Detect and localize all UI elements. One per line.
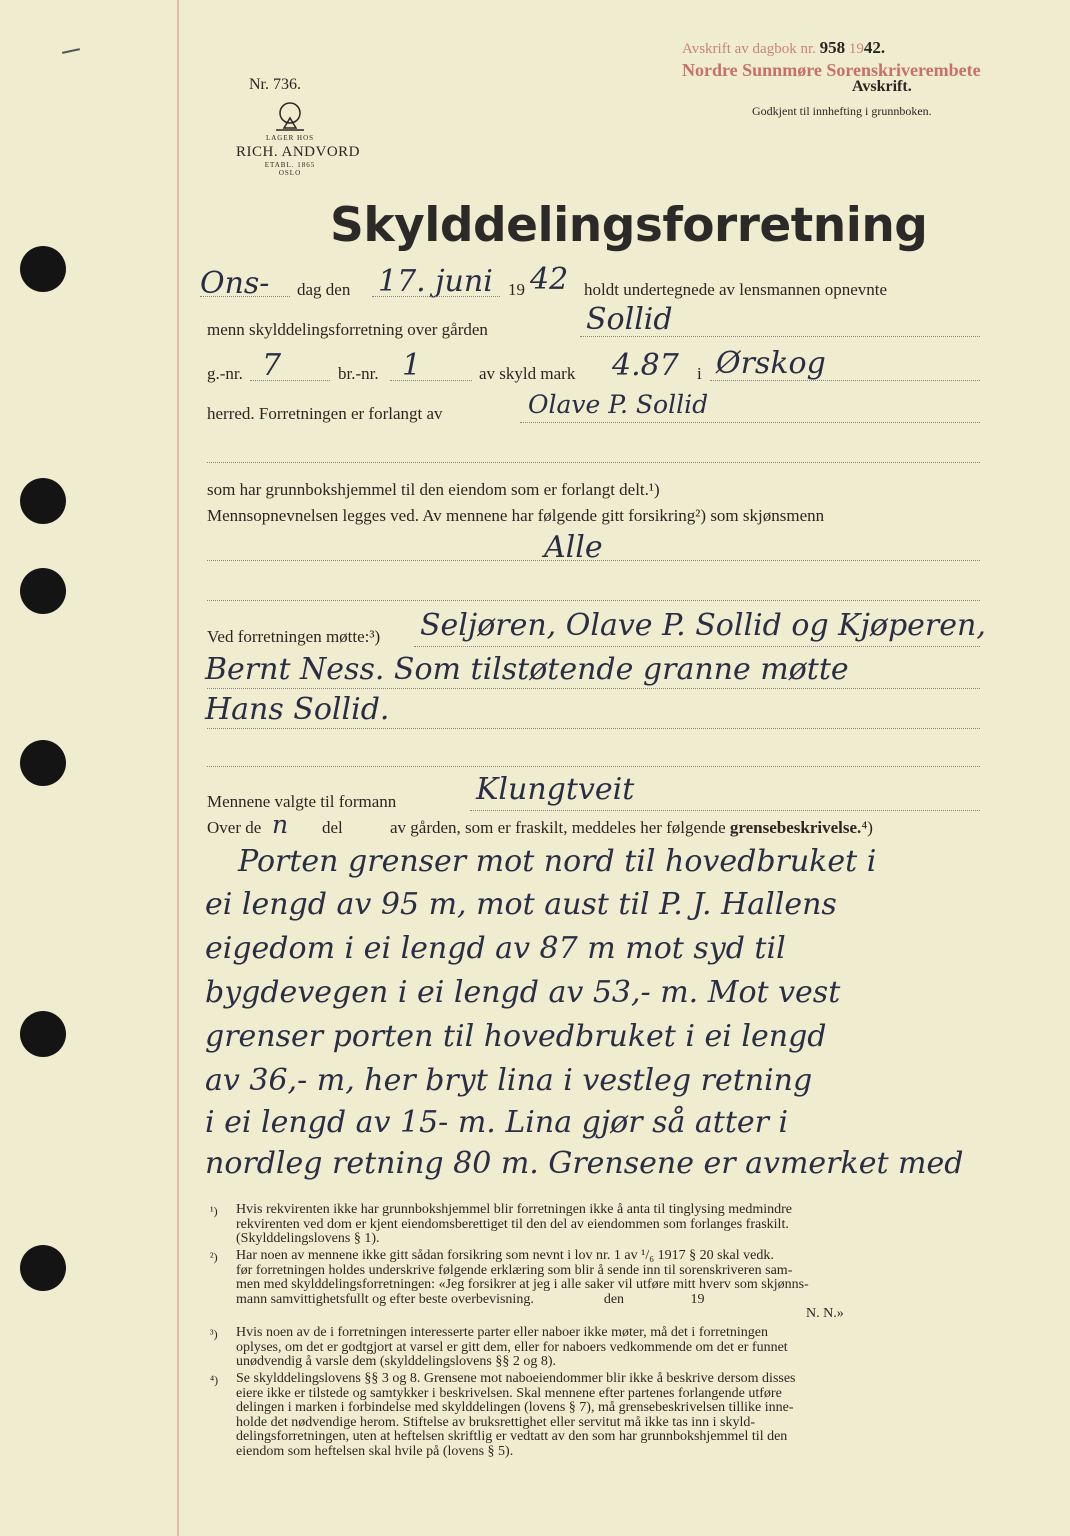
footnote-line: oplyses, om det er godtgjort at varsel er gitt dem, eller for naboers vedkommende om det er funnet: [236, 1339, 788, 1355]
footnote-number: ⁴): [210, 1373, 219, 1387]
fill-line: [520, 422, 980, 423]
punch-hole: [20, 478, 66, 524]
handwritten-formann: Klungtveit: [476, 772, 635, 807]
footnote-line: delingsforretningen, uten at heftelsen skriftlig er vedtatt av den som har grunnbokshjemmel til den: [236, 1429, 788, 1445]
handwritten-de-suffix: n: [272, 810, 289, 839]
fill-line: [250, 380, 330, 381]
handwritten-description-line: grenser porten til hovedbruket i ei lengd: [205, 1019, 827, 1054]
handwritten-description-line: nordleg retning 80 m. Grensene er avmerket med: [205, 1146, 964, 1181]
form-text-line9: [390, 818, 873, 838]
form-text-line8: Mennene valgte til formann: [207, 792, 397, 811]
footnote-number: ³): [210, 1327, 218, 1341]
footnote-number: ¹): [210, 1204, 218, 1218]
footnote-4: [236, 1372, 796, 1460]
margin-rule: [177, 0, 179, 1536]
handwritten-herred: Ørskog: [716, 346, 826, 381]
stamp-approved: Godkjent til innhefting i grunnboken.: [752, 104, 932, 118]
fill-line: [207, 600, 980, 601]
handwritten-attendees-3: Hans Sollid.: [205, 692, 390, 727]
stamp-avskrift: Avskrift.: [852, 78, 912, 95]
publisher-city: OSLO: [278, 169, 302, 177]
punch-hole: [20, 568, 66, 614]
stamp-dagbok-number: 958: [819, 38, 846, 57]
punch-hole: [20, 1011, 66, 1057]
form-text-line4: herred. Forretningen er forlangt av: [207, 404, 443, 423]
punch-hole: [20, 246, 66, 292]
fill-line: [207, 462, 980, 463]
footnote-line: men med skylddelingsforretningen: «Jeg forsikrer at jeg i alle saker vil utføre mitt hverv som skjønns-: [236, 1277, 809, 1293]
stamp-dagbok-label: Avskrift av dagbok nr.: [682, 41, 816, 57]
form-text-line1: holdt undertegnede av lensmannen opnevnte: [584, 280, 888, 299]
punch-hole: [20, 1245, 66, 1291]
footnote-line: Har noen av mennene ikke gitt sådan forsikring som nevnt i lov nr. 1 av ¹/₆ 1917 § 20 skal vedk.: [236, 1248, 774, 1263]
fill-line: [207, 688, 980, 689]
handwritten-description-line: bygdevegen i ei lengd av 53,- m. Mot vest: [205, 975, 841, 1010]
handwritten-description-line: eigedom i ei lengd av 87 m mot syd til: [205, 931, 786, 966]
form-text-skyld: av skyld mark: [479, 364, 576, 383]
form-text-i: i: [697, 364, 702, 383]
footnote-2: [236, 1249, 844, 1322]
handwritten-description-line: av 36,- m, her bryt lina i vestleg retning: [205, 1063, 813, 1098]
form-text-grensebeskrivelse: grensebeskrivelse.: [729, 818, 862, 837]
handwritten-description-line: ei lengd av 95 m, mot aust til P. J. Hallens: [205, 887, 837, 922]
footnote-line: holde det nødvendige herom. Stiftelse av bruksrettighet eller servitut må ikke tas inn i skyld-: [236, 1414, 756, 1430]
fill-line: [207, 728, 980, 729]
footnote-1: [236, 1203, 792, 1247]
footnote-line: før forretningen holdes underskrive følgende erklæring som blir å sende inn til sorenskriveren sam-: [236, 1262, 793, 1278]
footnote-signature: N. N.»: [806, 1306, 844, 1322]
form-text-line5: som har grunnbokshjemmel til den eiendom som er forlangt delt.¹): [207, 480, 660, 499]
stamp-dagbok: [682, 38, 885, 58]
form-text-19: 19: [508, 280, 525, 299]
publisher-logo: [236, 100, 361, 177]
handwritten-weekday: Ons-: [200, 266, 270, 301]
pen-mark: [62, 48, 80, 54]
form-text-gnr: g.-nr.: [207, 364, 243, 383]
handwritten-description-line: i ei lengd av 15- m. Lina gjør så atter i: [205, 1105, 789, 1140]
footnote-line: mann samvittighetsfullt og efter beste overbevisning. den 19: [236, 1291, 705, 1307]
form-text-line2: menn skylddelingsforretning over gården: [207, 320, 488, 339]
footnote-line: Hvis rekvirenten ikke har grunnbokshjemmel blir forretningen ikke å anta til tinglysing medmindre: [236, 1202, 792, 1217]
fill-line: [372, 296, 500, 297]
fill-line: [580, 336, 980, 337]
form-number: Nr. 736.: [249, 76, 301, 93]
footnote-line: delingen i marken i forbindelse med skylddelingen (lovens § 7), må grensebeskrivelsen tillike inne-: [236, 1400, 794, 1416]
fill-line: [207, 560, 980, 561]
handwritten-skjonsmenn: Alle: [544, 530, 603, 565]
publisher-name: RICH. ANDVORD: [236, 144, 361, 160]
footnote-line: unødvendig å varsle dem (skylddelingslovens §§ 2 og 8).: [236, 1354, 557, 1370]
punch-hole: [20, 740, 66, 786]
form-text-line9-main: av gården, som er fraskilt, meddeles her følgende: [390, 818, 726, 837]
fill-line: [710, 380, 980, 381]
form-text-dag: dag den: [297, 280, 351, 299]
form-text-brnr: br.-nr.: [338, 364, 379, 383]
handwritten-attendees-1: Seljøren, Olave P. Sollid og Kjøperen,: [420, 608, 986, 643]
publisher-established: ETABL. 1865: [264, 161, 316, 169]
form-text-line7: Ved forretningen møtte:³): [207, 627, 381, 646]
footnote-3: [236, 1326, 788, 1370]
form-text-line9-sup: ⁴): [861, 818, 873, 837]
stamp-year-prefix: 19: [848, 41, 864, 57]
fill-line: [470, 810, 980, 811]
form-text-over: Over de: [207, 818, 262, 837]
publisher-stock-label: LAGER HOS: [265, 134, 315, 142]
handwritten-farm: Sollid: [586, 302, 673, 337]
handwritten-brnr: 1: [402, 348, 422, 383]
footnote-line: (Skylddelingslovens § 1).: [236, 1231, 380, 1247]
handwritten-description-line: Porten grenser mot nord til hovedbruket i: [238, 844, 877, 879]
footnote-line: Hvis noen av de i forretningen interesserte parter eller naboer ikke møter, må det i forretningen: [236, 1325, 769, 1340]
document-title: Skylddelingsforretning: [330, 198, 928, 253]
footnote-line: Se skylddelingslovens §§ 3 og 8. Grensene mot naboeiendommer blir ikke å beskrive dersom disses: [236, 1371, 796, 1386]
handwritten-year: 42: [530, 262, 569, 297]
handwritten-requested-by: Olave P. Sollid: [528, 390, 709, 419]
footnote-line: eiendom som heftelsen skal hvile på (lovens § 5).: [236, 1443, 514, 1459]
form-text-del: del: [322, 818, 343, 837]
publisher-emblem-icon: [270, 100, 310, 134]
handwritten-date: 17. juni: [378, 264, 493, 299]
handwritten-gnr: 7: [262, 348, 282, 383]
fill-line: [414, 646, 980, 647]
footnote-line: eiere ikke er tilstede og samtykker i beskrivelsen. Skal mennene efter partenes forlangende utføre: [236, 1385, 782, 1401]
stamp-year-suffix: 42.: [863, 38, 886, 57]
fill-line: [390, 380, 472, 381]
form-text-line6: Mennsopnevnelsen legges ved. Av mennene har følgende gitt forsikring²) som skjønsmenn: [207, 506, 825, 525]
fill-line: [200, 296, 290, 297]
handwritten-attendees-2: Bernt Ness. Som tilstøtende granne møtte: [205, 652, 849, 687]
handwritten-skyld: 4.87: [612, 348, 679, 383]
footnote-number: ²): [210, 1250, 218, 1264]
footnote-line: rekvirenten ved dom er kjent eiendomsberettiget til den del av eiendommen som forlanges fraskilt.: [236, 1216, 789, 1232]
stamp-office: Nordre Sunnmøre Sorenskriverembete: [682, 60, 981, 80]
fill-line: [207, 766, 980, 767]
